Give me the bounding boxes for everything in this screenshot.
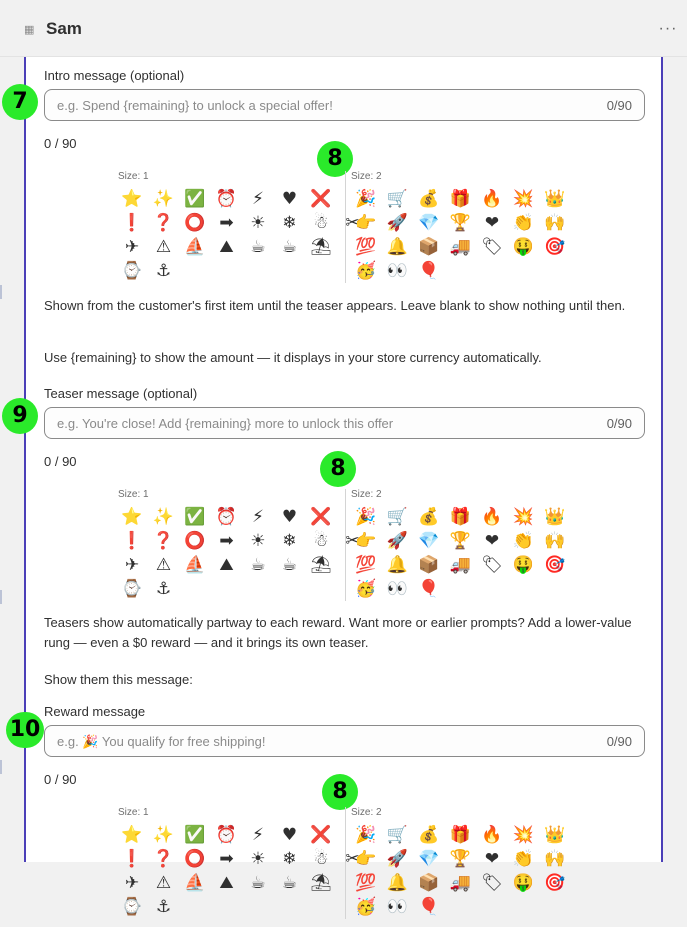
window-title: Sam [46, 19, 82, 38]
size-1-emoji-option[interactable]: ✈ [124, 555, 140, 575]
emoji-size-1-label: Size: 1 [118, 171, 149, 182]
teaser-message-label: Teaser message (optional) [44, 386, 198, 401]
intro-char-count: 0 / 90 [44, 136, 77, 151]
size-2-emoji-option[interactable]: 👏 [512, 213, 535, 233]
size-1-emoji-option[interactable]: ⌚ [121, 897, 143, 917]
size-1-emoji-option[interactable]: ⭐ [121, 507, 143, 527]
size-2-emoji-option[interactable]: 🎁 [449, 825, 472, 845]
size-1-emoji-option[interactable]: ⚠ [155, 873, 172, 893]
reward-message-label: Reward message [44, 704, 146, 719]
size-1-emoji-option[interactable]: ⭕ [184, 531, 206, 551]
size-1-emoji-option[interactable]: ⛵ [184, 555, 206, 575]
size-2-emoji-option[interactable]: 🎈 [418, 897, 440, 917]
size-1-emoji-option[interactable]: ✈ [124, 237, 140, 257]
size-2-emoji-option[interactable]: 🛒 [386, 189, 409, 209]
left-edge-marker [0, 760, 2, 774]
size-1-emoji-option[interactable]: ⛰ [219, 237, 234, 257]
size-2-emoji-option[interactable]: 🚚 [449, 237, 472, 257]
size-1-emoji-option[interactable]: ⚡ [252, 825, 264, 845]
size-2-emoji-option[interactable]: 🚀 [386, 213, 409, 233]
size-2-emoji-option[interactable]: 💎 [418, 531, 440, 551]
size-1-emoji-option[interactable]: ✅ [184, 507, 206, 527]
size-1-emoji-option[interactable]: ⛱ [310, 237, 332, 257]
size-2-emoji-option[interactable]: 🚚 [449, 555, 472, 575]
size-1-emoji-option[interactable]: ☕ [250, 237, 266, 257]
size-1-emoji-option[interactable]: ❌ [310, 825, 332, 845]
size-1-emoji-option[interactable]: ❗ [121, 531, 143, 551]
size-2-emoji-option[interactable]: 🏷 [481, 237, 503, 257]
intro-help-text-1: Shown from the customer's first item until the teaser appears. Leave blank to show nothing until then. [44, 298, 626, 313]
size-1-emoji-option[interactable]: ❄ [282, 213, 297, 233]
size-1-emoji-option[interactable]: ✨ [152, 825, 175, 845]
size-1-emoji-option[interactable]: ⭕ [184, 213, 206, 233]
size-1-emoji-option[interactable]: ❓ [152, 531, 175, 551]
size-2-emoji-option[interactable]: 🔔 [386, 237, 409, 257]
size-1-emoji-option[interactable]: ⏰ [215, 825, 238, 845]
size-2-emoji-option[interactable]: 🛒 [386, 507, 409, 527]
size-2-emoji-option[interactable]: 🔥 [481, 189, 503, 209]
size-1-emoji-option[interactable]: ✅ [184, 825, 206, 845]
teaser-message-counter: 0/90 [606, 416, 632, 431]
size-1-emoji-option[interactable]: ☀ [250, 213, 266, 233]
size-2-emoji-option[interactable]: 💯 [355, 873, 377, 893]
size-1-emoji-option[interactable]: ☕ [250, 873, 266, 893]
size-1-emoji-option[interactable]: ⭐ [121, 825, 143, 845]
size-2-emoji-option[interactable]: 👉 [355, 849, 377, 869]
size-2-emoji-option[interactable]: 📦 [418, 237, 440, 257]
size-2-emoji-option[interactable]: 📦 [418, 873, 440, 893]
size-1-emoji-option[interactable]: ⚡ [252, 189, 264, 209]
size-2-emoji-option[interactable]: 🎈 [418, 579, 440, 599]
size-2-emoji-option[interactable]: 👀 [386, 579, 409, 599]
size-2-emoji-option[interactable]: 🛒 [386, 825, 409, 845]
reward-message-placeholder: e.g. 🎉 You qualify for free shipping! [57, 734, 266, 749]
teaser-help-text-2: Show them this message: [44, 672, 193, 687]
emoji-size-2-label: Size: 2 [351, 171, 382, 182]
size-1-emoji-option[interactable]: ✅ [184, 189, 206, 209]
emoji-size-1-label: Size: 1 [118, 489, 149, 500]
size-1-emoji-option[interactable]: ⭕ [184, 849, 206, 869]
size-1-emoji-option[interactable]: ❓ [152, 213, 175, 233]
size-1-emoji-option[interactable]: ✨ [152, 507, 175, 527]
emoji-size-2-label: Size: 2 [351, 489, 382, 500]
size-2-emoji-option[interactable]: 🏷 [481, 555, 503, 575]
size-2-emoji-option[interactable]: 👉 [355, 531, 377, 551]
reward-message-counter: 0/90 [606, 734, 632, 749]
emoji-picker-teaser [118, 489, 578, 609]
more-options-icon[interactable]: ··· [658, 20, 678, 37]
size-1-emoji-option[interactable]: ⌚ [121, 261, 143, 281]
size-1-emoji-option[interactable]: ⛵ [184, 873, 206, 893]
size-2-emoji-option[interactable]: 🙌 [544, 849, 566, 869]
size-1-emoji-option[interactable]: ⚓ [155, 897, 172, 917]
annotation-badge-10: 10 [6, 712, 44, 748]
size-2-emoji-option[interactable]: 👀 [386, 261, 409, 281]
size-2-emoji-option[interactable]: 💰 [418, 825, 440, 845]
size-2-emoji-option[interactable]: 🎉 [355, 507, 377, 527]
teaser-help-text-1: Teasers show automatically partway to each reward. Want more or earlier prompts? Add a lower-value rung — even a $0 reward — and it brings its own teaser. [44, 615, 632, 650]
size-1-emoji-option[interactable]: ⚓ [155, 579, 172, 599]
size-1-emoji-option[interactable]: ❄ [282, 531, 297, 551]
size-1-emoji-option[interactable]: ❗ [121, 213, 143, 233]
size-2-emoji-option[interactable]: 🚚 [449, 873, 472, 893]
size-2-emoji-option[interactable]: 🚀 [386, 849, 409, 869]
emoji-size-1-label: Size: 1 [118, 807, 149, 818]
size-1-emoji-option[interactable]: ✨ [152, 189, 175, 209]
size-2-emoji-option[interactable]: 🎯 [544, 237, 566, 257]
teaser-message-placeholder: e.g. You're close! Add {remaining} more to unlock this offer [57, 416, 394, 431]
size-2-emoji-option[interactable]: 💯 [355, 555, 377, 575]
size-1-emoji-option[interactable]: ♥ [281, 825, 298, 845]
size-1-emoji-option[interactable]: ☃ [313, 849, 329, 869]
annotation-badge-7: 7 [2, 84, 38, 120]
size-2-emoji-option[interactable]: 🙌 [544, 531, 566, 551]
size-2-emoji-option[interactable]: 🔥 [481, 507, 503, 527]
size-1-emoji-option[interactable]: ➡ [219, 531, 234, 551]
size-2-emoji-option[interactable]: 💎 [418, 213, 440, 233]
size-2-emoji-option[interactable]: 💰 [418, 507, 440, 527]
size-2-emoji-option[interactable]: 🔔 [386, 555, 409, 575]
size-2-emoji-option[interactable]: 💯 [355, 237, 377, 257]
app-grid-icon: ▦ [24, 23, 35, 36]
size-2-emoji-option[interactable]: 🎈 [418, 261, 440, 281]
size-1-emoji-option[interactable]: ☀ [250, 531, 266, 551]
size-2-emoji-option[interactable]: 💥 [512, 189, 535, 209]
size-1-emoji-option[interactable]: ☕ [281, 873, 298, 893]
size-2-emoji-option[interactable]: 🏆 [449, 213, 472, 233]
size-2-emoji-option[interactable]: ❤ [484, 213, 500, 233]
size-2-emoji-option[interactable]: 👑 [544, 189, 566, 209]
size-2-emoji-option[interactable]: ❤ [484, 849, 500, 869]
size-1-emoji-option[interactable]: ☀ [250, 849, 266, 869]
size-1-emoji-option[interactable]: ✂ [345, 849, 360, 869]
size-2-emoji-option[interactable]: 💥 [512, 507, 535, 527]
size-1-emoji-option[interactable]: ⌚ [121, 579, 143, 599]
size-2-emoji-option[interactable]: 🙌 [544, 213, 566, 233]
size-1-emoji-option[interactable]: ➡ [219, 213, 234, 233]
size-1-emoji-option[interactable]: ⛱ [310, 555, 332, 575]
size-1-emoji-option[interactable]: ➡ [219, 849, 234, 869]
size-2-emoji-option[interactable]: 🎁 [449, 507, 472, 527]
size-1-emoji-option[interactable]: ☕ [281, 555, 298, 575]
size-2-emoji-option[interactable]: ❤ [484, 531, 500, 551]
size-1-emoji-option[interactable]: ✈ [124, 873, 140, 893]
annotation-badge-8: 8 [320, 451, 356, 487]
size-2-emoji-option[interactable]: 🏆 [449, 849, 472, 869]
size-1-emoji-option[interactable]: ❌ [310, 507, 332, 527]
size-1-emoji-option[interactable]: ⛵ [184, 237, 206, 257]
left-edge-marker [0, 590, 2, 604]
size-2-emoji-option[interactable]: 🏷 [481, 873, 503, 893]
size-1-emoji-option[interactable]: ⚡ [252, 507, 264, 527]
size-1-emoji-option[interactable]: ⚠ [155, 555, 172, 575]
size-2-emoji-option[interactable]: 🏆 [449, 531, 472, 551]
size-2-emoji-option[interactable]: 🔥 [481, 825, 503, 845]
intro-help-text-2: Use {remaining} to show the amount — it displays in your store currency automatically. [44, 350, 542, 365]
emoji-picker-intro [118, 171, 578, 291]
intro-message-label: Intro message (optional) [44, 68, 185, 83]
size-2-emoji-option[interactable]: 👉 [355, 213, 377, 233]
size-2-emoji-option[interactable]: 👏 [512, 849, 535, 869]
size-1-emoji-option[interactable]: ♥ [281, 189, 298, 209]
size-2-emoji-option[interactable]: 🎁 [449, 189, 472, 209]
intro-message-placeholder: e.g. Spend {remaining} to unlock a special offer! [57, 98, 333, 113]
size-1-emoji-option[interactable]: ☕ [281, 237, 298, 257]
size-1-emoji-option[interactable]: ☕ [250, 555, 266, 575]
emoji-size-2-label: Size: 2 [351, 807, 382, 818]
size-1-emoji-option[interactable]: ❗ [121, 849, 143, 869]
size-2-emoji-option[interactable]: 💥 [512, 825, 535, 845]
annotation-badge-9: 9 [2, 398, 38, 434]
size-2-emoji-option[interactable]: 🤑 [512, 237, 535, 257]
size-2-emoji-option[interactable]: 💰 [418, 189, 440, 209]
size-2-emoji-option[interactable]: 🥳 [355, 579, 377, 599]
size-1-emoji-option[interactable]: ⛱ [310, 873, 332, 893]
size-1-emoji-option[interactable]: ☃ [313, 531, 329, 551]
size-2-emoji-option[interactable]: 👑 [544, 507, 566, 527]
size-2-emoji-option[interactable]: 👀 [386, 897, 409, 917]
size-1-emoji-option[interactable]: ⏰ [215, 189, 238, 209]
size-1-emoji-option[interactable]: ⚠ [155, 237, 172, 257]
size-2-emoji-option[interactable]: 🎯 [544, 873, 566, 893]
size-2-emoji-option[interactable]: 🎉 [355, 189, 377, 209]
size-2-emoji-option[interactable]: 📦 [418, 555, 440, 575]
annotation-badge-8: 8 [317, 141, 353, 177]
size-2-emoji-option[interactable]: 🔔 [386, 873, 409, 893]
size-2-emoji-option[interactable]: 🤑 [512, 873, 535, 893]
size-2-emoji-option[interactable]: 🥳 [355, 897, 377, 917]
size-1-emoji-option[interactable]: ⏰ [215, 507, 238, 527]
size-1-emoji-option[interactable]: ⛰ [219, 555, 234, 575]
size-1-emoji-option[interactable]: ⭐ [121, 189, 143, 209]
size-1-emoji-option[interactable]: ⛰ [219, 873, 234, 893]
size-1-emoji-option[interactable]: ❓ [152, 849, 175, 869]
size-2-emoji-option[interactable]: 🚀 [386, 531, 409, 551]
size-1-emoji-option[interactable]: ✂ [345, 531, 360, 551]
size-1-emoji-option[interactable]: ❄ [282, 849, 297, 869]
size-1-emoji-option[interactable]: ☃ [313, 213, 329, 233]
size-2-emoji-option[interactable]: 👑 [544, 825, 566, 845]
size-2-emoji-option[interactable]: 🥳 [355, 261, 377, 281]
emoji-picker-reward [118, 807, 578, 927]
teaser-char-count: 0 / 90 [44, 454, 77, 469]
size-1-emoji-option[interactable]: ✂ [345, 213, 360, 233]
reward-message-input[interactable] [44, 725, 645, 757]
title-bar [0, 0, 687, 57]
size-1-emoji-option[interactable]: ⚓ [155, 261, 172, 281]
size-2-emoji-option[interactable]: 👏 [512, 531, 535, 551]
size-2-emoji-option[interactable]: 🎉 [355, 825, 377, 845]
annotation-badge-8: 8 [322, 774, 358, 810]
intro-message-counter: 0/90 [606, 98, 632, 113]
intro-message-input[interactable] [44, 89, 645, 121]
size-1-emoji-option[interactable]: ❌ [310, 189, 332, 209]
size-2-emoji-option[interactable]: 🎯 [544, 555, 566, 575]
teaser-message-input[interactable] [44, 407, 645, 439]
left-edge-marker [0, 285, 2, 299]
size-2-emoji-option[interactable]: 💎 [418, 849, 440, 869]
reward-char-count: 0 / 90 [44, 772, 77, 787]
size-1-emoji-option[interactable]: ♥ [281, 507, 298, 527]
size-2-emoji-option[interactable]: 🤑 [512, 555, 535, 575]
